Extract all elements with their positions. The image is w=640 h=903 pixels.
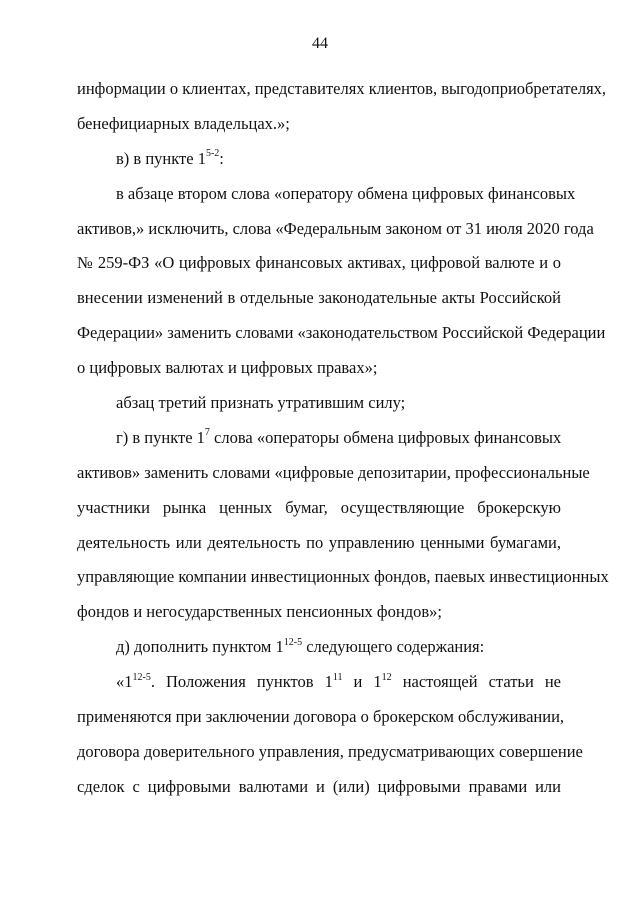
text-fragment: : [219, 148, 224, 168]
text-line [77, 560, 609, 595]
text-fragment: настоящей статьи не [391, 672, 561, 692]
superscript: 7 [204, 427, 210, 439]
text-fragment: внесении изменений в отдельные законодательные акты Российской [77, 288, 561, 308]
text-line [77, 735, 583, 770]
text-line [77, 456, 590, 491]
text-line [77, 177, 576, 212]
text-fragment: о цифровых валютах и цифровых правах»; [77, 358, 378, 378]
text-line [77, 630, 561, 665]
text-fragment: активов,» исключить, слова «Федеральным законом от 31 июля 2020 года [77, 218, 594, 238]
text-line [77, 421, 561, 456]
text-fragment: «1 [116, 672, 133, 692]
text-fragment: следующего содержания: [302, 637, 485, 657]
text-fragment: информации о клиентах, представителях клиентов, выгодоприобретателях, [77, 79, 607, 98]
text-line [77, 316, 606, 351]
text-line [77, 351, 561, 386]
text-fragment: . Положения пунктов 1 [150, 672, 333, 692]
text-line [77, 281, 561, 316]
text-fragment: и 1 [342, 672, 382, 692]
text-fragment: № 259-ФЗ «О цифровых финансовых активах, цифровой валюте и о [77, 253, 561, 273]
text-fragment: сделок с цифровыми валютами и (или) цифровыми правами или [77, 776, 561, 796]
text-line [77, 386, 561, 421]
text-fragment: бенефициарных владельцах.»; [77, 113, 290, 133]
text-fragment: активов» заменить словами «цифровые депозитарии, профессиональные [77, 462, 590, 482]
text-line [77, 526, 561, 561]
text-line [77, 72, 607, 107]
superscript: 5-2 [205, 148, 220, 160]
page-number: 44 [312, 35, 328, 52]
text-fragment: участники рынка ценных бумаг, осуществляющие брокерскую [77, 497, 561, 517]
text-line [77, 491, 561, 526]
text-fragment: г) в пункте 1 [116, 427, 205, 447]
text-line [77, 700, 565, 735]
text-fragment: договора доверительного управления, предусматривающих совершение [77, 741, 583, 761]
text-line [77, 770, 561, 805]
superscript: 12-5 [132, 671, 151, 683]
superscript: 12 [381, 671, 392, 683]
text-fragment: деятельность или деятельность по управлению ценными бумагами, [77, 532, 561, 552]
superscript: 11 [332, 671, 343, 683]
document-body [77, 72, 609, 805]
text-line [77, 107, 561, 142]
text-fragment: в абзаце втором слова «оператору обмена цифровых финансовых [116, 183, 576, 203]
superscript: 12-5 [283, 636, 303, 648]
text-line [77, 595, 561, 630]
text-fragment: абзац третий признать утратившим силу; [116, 393, 406, 413]
text-fragment: слова «операторы обмена цифровых финансовых [209, 427, 562, 447]
text-fragment: применяются при заключении договора о брокерском обслуживании, [77, 707, 565, 727]
text-line [77, 246, 561, 281]
text-line [77, 142, 561, 177]
text-line [77, 212, 594, 247]
text-line [77, 665, 561, 700]
text-fragment: Федерации» заменить словами «законодательством Российской Федерации [77, 323, 606, 343]
text-fragment: д) дополнить пунктом 1 [116, 637, 284, 657]
text-fragment: управляющие компании инвестиционных фондов, паевых инвестиционных [77, 567, 609, 587]
text-fragment: в) в пункте 1 [116, 148, 206, 168]
text-fragment: фондов и негосударственных пенсионных фондов»; [77, 602, 442, 622]
